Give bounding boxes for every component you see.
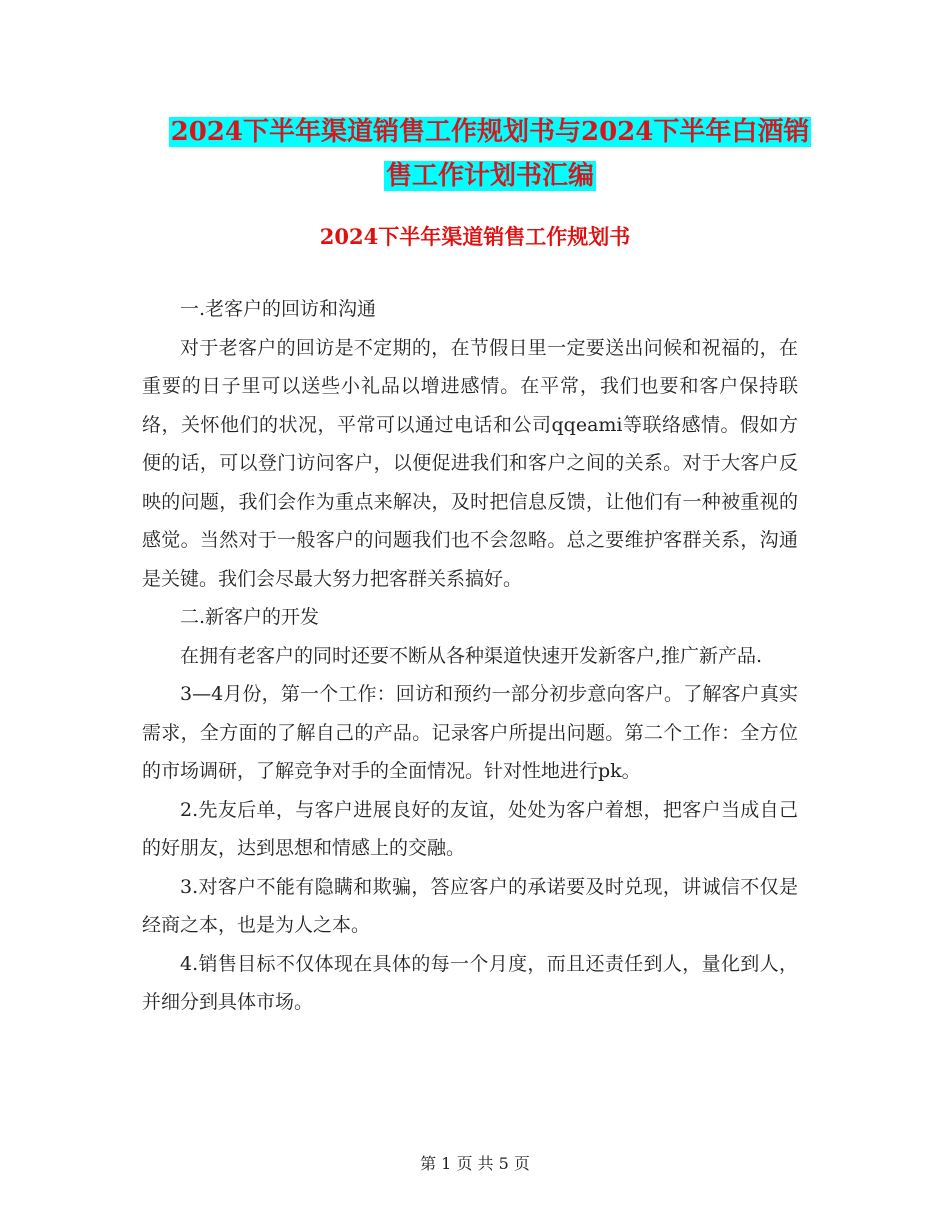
section-title: 2024下半年渠道销售工作规划书 <box>319 224 631 249</box>
paragraph-item-3: 3.对客户不能有隐瞒和欺骗，答应客户的承诺要及时兑现，讲诚信不仅是经商之本，也是为人之本。 <box>142 875 798 936</box>
paragraph-old-clients: 对于老客户的回访是不定期的，在节假日里一定要送出问候和祝福的，在重要的日子里可以送些小礼品以增进感情。在平常，我们也要和客户保持联络，关怀他们的状况，平常可以通过电话和公司qqeami等联络感情。假如方便的话，可以登门访问客户，以便促进我们和客户之间的关系。对于大客户反映的问题，我们会作为重点来解决，及时把信息反馈，让他们有一种被重视的感觉。当然对于一般客户的问题我们也不会忽略。总之要维护客群关系，沟通是关键。我们会尽最大努力把客群关系搞好。 <box>142 336 798 590</box>
page-footer: 第 1 页 共 5 页 <box>420 1154 530 1173</box>
document-body <box>142 290 798 1022</box>
paragraph-item-4: 4.销售目标不仅体现在具体的每一个月度，而且还责任到人，量化到人，并细分到具体市场。 <box>142 952 798 1013</box>
paragraph-march-april: 3—4月份，第一个工作：回访和预约一部分初步意向客户。了解客户真实需求，全方面的了解自己的产品。记录客户所提出问题。第二个工作：全方位的市场调研，了解竞争对手的全面情况。针对性地进行pk。 <box>142 683 798 782</box>
document-title <box>140 110 840 198</box>
heading-old-clients: 一.老客户的回访和沟通 <box>180 298 377 320</box>
title-line-2: 售工作计划书汇编 <box>385 161 594 191</box>
paragraph-new-clients: 在拥有老客户的同时还要不断从各种渠道快速开发新客户,推广新产品. <box>180 644 763 667</box>
title-line-1: 2024下半年渠道销售工作规划书与2024下半年白酒销 <box>170 117 810 147</box>
paragraph-item-2: 2.先友后单，与客户进展良好的友谊，处处为客户着想，把客户当成自己的好朋友，达到思想和情感上的交融。 <box>142 798 798 859</box>
heading-new-clients: 二.新客户的开发 <box>180 606 320 628</box>
